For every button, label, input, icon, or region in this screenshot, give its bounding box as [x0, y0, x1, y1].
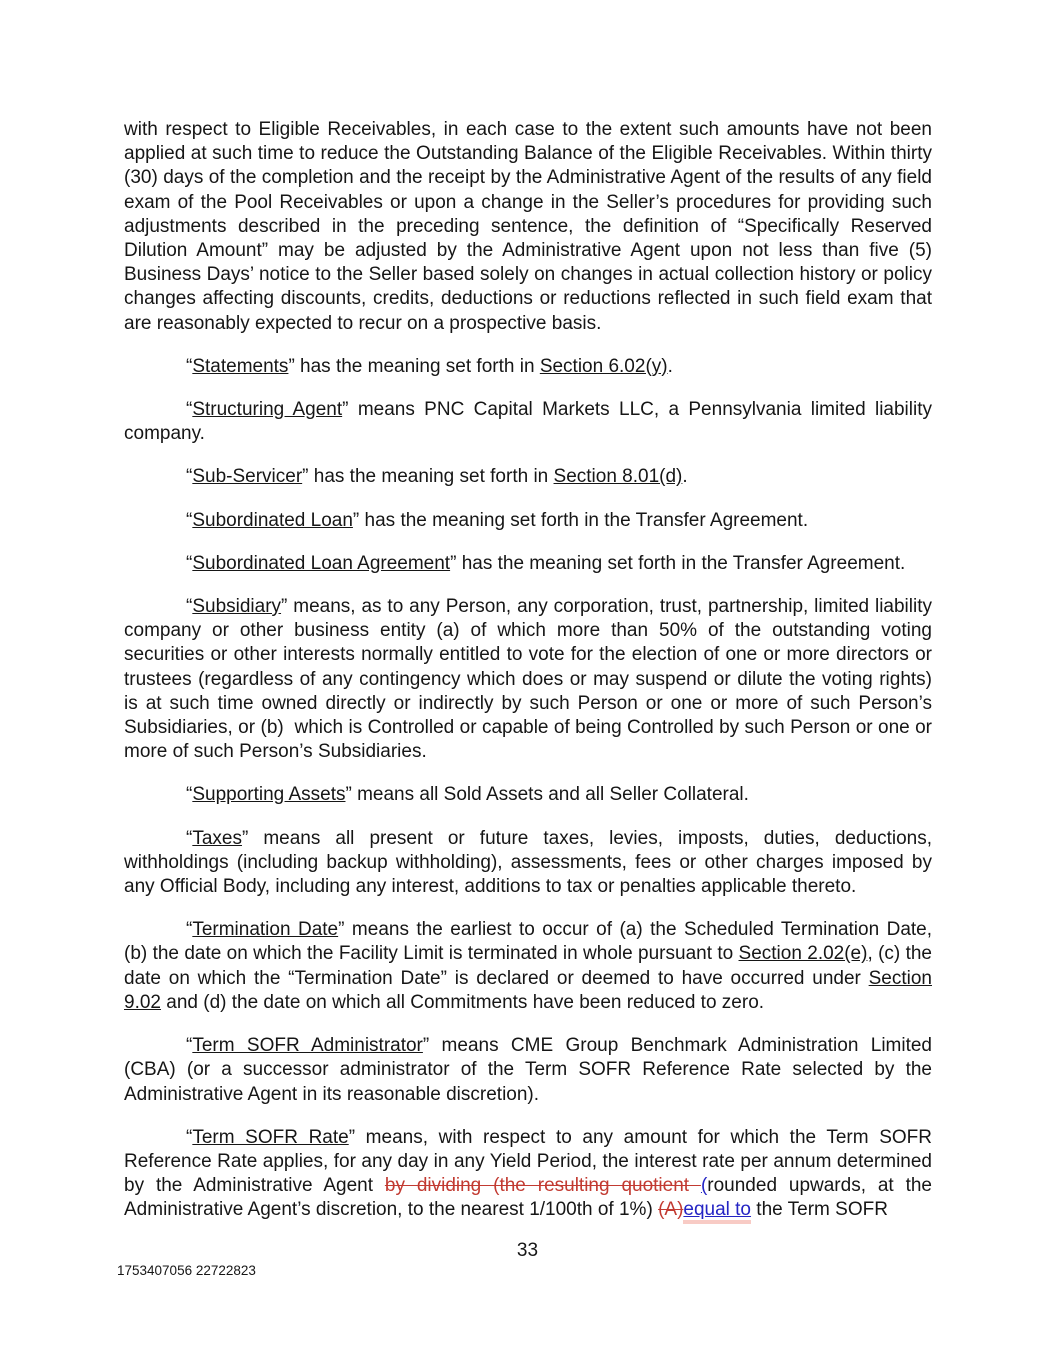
underlined-term: Term SOFR Administrator [192, 1035, 423, 1057]
text-run: ” has the meaning set forth in [288, 355, 540, 377]
text-run: ” means all Sold Assets and all Seller Collateral. [345, 784, 749, 806]
underlined-term: Statements [192, 355, 289, 377]
underlined-term: Supporting Assets [192, 784, 346, 806]
text-run: . [682, 466, 688, 488]
paragraph [124, 118, 932, 336]
underlined-term: Structuring Agent [192, 399, 343, 421]
text-run: ” means, as to any Person, any corporation, trust, partnership, limited liability company or other business entity (a) of which more than 50% of the outstanding voting securities or other interests normally entitled to vote for the election of one or more directors or trustees (regardless of any contingency which does or may suspend or dilute the voting rights) is at such time owned directly or indirectly by such Person or one or more of such Person’s Subsidiaries, or (b) which is Controlled or capable of being Controlled by such Person or one or more of such Person’s Subsidiaries. [124, 596, 932, 763]
deleted-text: by dividing (the resulting quotient [384, 1175, 701, 1197]
underlined-term: Subsidiary [192, 596, 282, 618]
text-run: “ [186, 919, 193, 941]
text-run: “ [186, 1126, 193, 1148]
text-run: with respect to Eligible Receivables, in each case to the extent such amounts have not been applied at such time to reduce the Outstanding Balance of the Eligible Receivables. Within thirty (30) days of the completion and the receipt by the Administrative Agent of the results of any field exam of the Pool Receivables or upon a change in the Seller’s procedures for providing such adjustments described in the preceding sentence, the definition of “Specifically Reserved Dilution Amount” may be adjusted by the Administrative Agent upon not less than five (5) Business Days’ notice to the Seller based solely on changes in actual collection history or policy changes affecting discounts, credits, deductions or reductions reflected in such field exam that are reasonably expected to recur on a prospective basis. [124, 119, 932, 334]
text-run: rounded upwards, at the Administrative Agent’s discretion, to the nearest 1/100th of 1%) [124, 1175, 933, 1221]
paragraph [124, 595, 932, 764]
text-run: ” means the earliest to occur of (a) the Scheduled Termination Date, (b) the date on which the Facility Limit is terminated in whole pursuant to [124, 919, 933, 965]
text-run: “ [186, 827, 193, 849]
paragraph [124, 1034, 932, 1107]
text-run: “ [186, 509, 193, 531]
underlined-term: Section 6.02(y) [539, 355, 668, 377]
text-run: “ [186, 552, 193, 574]
text-run: ” means CME Group Benchmark Administration Limited (CBA) (or a successor administrator of the Term SOFR Reference Rate selected by the Administrative Agent in its reasonable discretion). [124, 1035, 932, 1105]
underlined-term: Subordinated Loan Agreement [192, 552, 451, 574]
text-run: ” means PNC Capital Markets LLC, a Pennsylvania limited liability company. [124, 399, 932, 445]
paragraph [124, 509, 932, 533]
paragraph [124, 465, 932, 489]
underlined-term: Term SOFR Rate [192, 1126, 349, 1148]
underlined-term: Taxes [192, 827, 242, 849]
text-run: “ [186, 355, 193, 377]
paragraph [124, 827, 932, 900]
inserted-text: equal to [683, 1199, 752, 1221]
paragraph [124, 355, 932, 379]
underlined-term: Termination Date [192, 919, 339, 941]
text-run: ” has the meaning set forth in the Transfer Agreement. [450, 552, 906, 574]
text-run: , (c) the date on which the “Termination Date” is declared or deemed to have occurred under [124, 943, 932, 989]
paragraph [124, 918, 932, 1015]
deleted-text: (A) [658, 1199, 684, 1221]
text-run: “ [186, 784, 193, 806]
text-run: ” means all present or future taxes, levies, imposts, duties, deductions, withholdings (including backup withholding), assessments, fees or other charges imposed by any Official Body, including any interest, additions to tax or penalties applicable thereto. [124, 827, 932, 898]
underlined-term: Section 8.01(d) [553, 466, 683, 488]
text-run: “ [186, 466, 193, 488]
text-run: the Term SOFR [751, 1199, 888, 1221]
paragraph [124, 398, 932, 446]
document-body [124, 118, 932, 1242]
underlined-term: Section 9.02 [124, 967, 932, 1013]
text-run: “ [186, 399, 193, 421]
underlined-term: Subordinated Loan [192, 509, 353, 531]
paragraph [124, 1126, 932, 1223]
text-run: ” means, with respect to any amount for which the Term SOFR Reference Rate applies, for any day in any Yield Period, the interest rate per annum determined by the Administrative Agent [124, 1126, 932, 1197]
page-number: 33 [516, 1240, 539, 1261]
paragraph [124, 783, 932, 807]
paragraph [124, 552, 932, 576]
text-run: ” has the meaning set forth in [302, 466, 554, 488]
underlined-term: Section 2.02(e) [738, 943, 868, 965]
text-run: ” has the meaning set forth in the Transfer Agreement. [352, 509, 809, 531]
document-id-stamp: 1753407056 22722823 [117, 1263, 256, 1278]
text-run: and (d) the date on which all Commitments have been reduced to zero. [160, 991, 765, 1013]
inserted-text: ( [700, 1175, 708, 1197]
text-run: “ [186, 596, 193, 618]
text-run: “ [186, 1035, 193, 1057]
text-run: . [667, 355, 673, 377]
underlined-term: Sub-Servicer [192, 466, 303, 488]
